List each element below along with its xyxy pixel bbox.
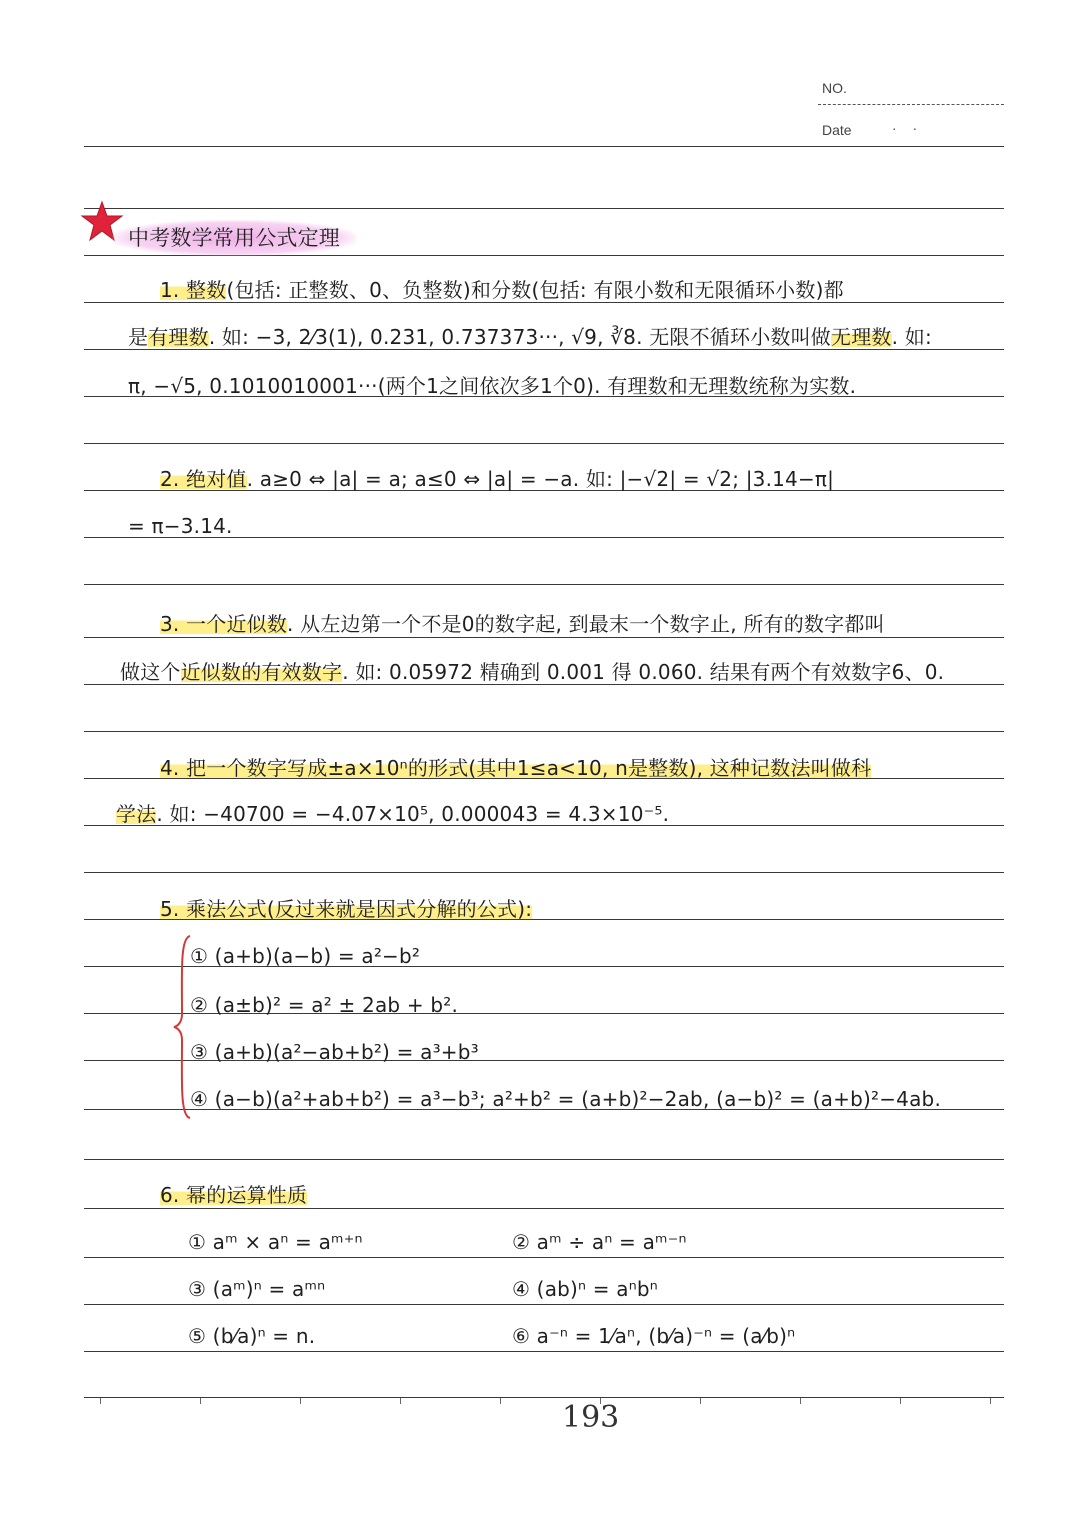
term-significant-digits: 近似数的有效数字	[180, 660, 343, 684]
section-1-text: (包括: 正整数、0、负整数)和分数(包括: 有限小数和无限循环小数)都	[226, 278, 844, 302]
section-6-heading	[160, 1183, 307, 1207]
section-3-line-2	[120, 660, 944, 684]
section-3-text: 做这个	[120, 660, 181, 684]
ruled-line	[84, 208, 1004, 209]
section-2-line-1	[160, 467, 834, 491]
page-title	[112, 226, 356, 250]
section-4-text: 4. 把一个数字写成±a×10ⁿ的形式(其中1≤a<10, n是整数), 这种记数法叫做	[160, 756, 852, 780]
power-rule-item: ④ (ab)ⁿ = aⁿbⁿ	[512, 1277, 658, 1301]
section-3-text: . 从左边第一个不是0的数字起, 到最末一个数字止, 所有的数字都叫	[287, 612, 885, 636]
section-4-line-1	[160, 756, 871, 780]
section-4-line-2	[116, 802, 669, 826]
margin-tick	[100, 1398, 101, 1404]
term-rational: 有理数	[148, 325, 209, 349]
section-1-text: 是	[128, 325, 149, 349]
ruled-line	[84, 872, 1004, 873]
term-scientific-notation: 科	[851, 756, 872, 780]
formula-item: ③ (a+b)(a²−ab+b²) = a³+b³	[190, 1040, 479, 1064]
section-5-heading-text: 5. 乘法公式(反过来就是因式分解的公式):	[160, 897, 533, 921]
section-2-text: . a≥0 ⇔ |a| = a; a≤0 ⇔ |a| = −a. 如: |−√2| = √2; |3.14−π|	[246, 467, 835, 491]
ruled-line	[84, 1304, 1004, 1305]
margin-tick	[900, 1398, 901, 1404]
power-rule-item: ⑤ (b⁄a)ⁿ = n.	[188, 1324, 316, 1348]
formula-item: ④ (a−b)(a²+ab+b²) = a³−b³; a²+b² = (a+b)²−2ab, (a−b)² = (a+b)²−4ab.	[190, 1087, 941, 1111]
section-1-line-1	[160, 278, 844, 302]
formula-item: ② (a±b)² = a² ± 2ab + b².	[190, 993, 459, 1017]
power-rule-item: ① aᵐ × aⁿ = aᵐ⁺ⁿ	[188, 1230, 363, 1254]
header-date-label: Date	[822, 122, 852, 138]
ruled-line	[84, 349, 1004, 350]
margin-tick	[990, 1398, 991, 1404]
ruled-line	[84, 1397, 1004, 1398]
section-1-number: 1.	[160, 278, 187, 302]
margin-tick	[300, 1398, 301, 1404]
ruled-line	[84, 1351, 1004, 1352]
header-date-separator: · ·	[892, 120, 924, 136]
margin-tick	[700, 1398, 701, 1404]
term-irrational: 无理数	[831, 325, 892, 349]
section-1-text: . 如: −3, 2⁄3(1), 0.231, 0.737373···, √9, ∛8. 无限不循环小数叫做	[208, 325, 832, 349]
margin-tick	[800, 1398, 801, 1404]
ruled-line	[84, 302, 1004, 303]
margin-tick	[200, 1398, 201, 1404]
term-scientific-notation: 学法	[116, 802, 157, 826]
ruled-line	[84, 584, 1004, 585]
term-integer: 整数	[186, 278, 227, 302]
page-title-text: 中考数学常用公式定理	[112, 220, 356, 256]
formula-item: ① (a+b)(a−b) = a²−b²	[190, 944, 421, 968]
ruled-line	[84, 731, 1004, 732]
term-approximate-number: 3. 一个近似数	[160, 612, 288, 636]
section-5-heading	[160, 897, 532, 921]
header-no-label: NO.	[822, 80, 847, 96]
ruled-line	[84, 443, 1004, 444]
power-rule-item: ③ (aᵐ)ⁿ = aᵐⁿ	[188, 1277, 326, 1301]
section-2-line-2: = π−3.14.	[128, 514, 233, 538]
section-4-text: . 如: −40700 = −4.07×10⁵, 0.000043 = 4.3×10⁻⁵.	[156, 802, 670, 826]
page-number: 193	[562, 1400, 620, 1435]
ruled-line	[84, 1208, 1004, 1209]
section-1-line-3: π, −√5, 0.1010010001···(两个1之间依次多1个0). 有理数和无理数统称为实数.	[128, 374, 857, 398]
ruled-line	[84, 637, 1004, 638]
section-1-line-2	[128, 325, 932, 349]
ruled-line	[84, 1159, 1004, 1160]
section-1-text: . 如:	[891, 325, 932, 349]
ruled-line	[84, 146, 1004, 147]
section-3-text: . 如: 0.05972 精确到 0.001 得 0.060. 结果有两个有效数字6、0.	[342, 660, 945, 684]
margin-tick	[400, 1398, 401, 1404]
header-no-line	[818, 104, 1004, 105]
power-rule-item: ⑥ a⁻ⁿ = 1⁄aⁿ, (b⁄a)⁻ⁿ = (a⁄b)ⁿ	[512, 1324, 796, 1348]
term-absolute-value: 2. 绝对值	[160, 467, 247, 491]
power-rule-item: ② aᵐ ÷ aⁿ = aᵐ⁻ⁿ	[512, 1230, 687, 1254]
section-6-heading-text: 6. 幂的运算性质	[160, 1183, 308, 1207]
margin-tick	[500, 1398, 501, 1404]
ruled-line	[84, 684, 1004, 685]
ruled-line	[84, 1257, 1004, 1258]
section-3-line-1	[160, 612, 885, 636]
